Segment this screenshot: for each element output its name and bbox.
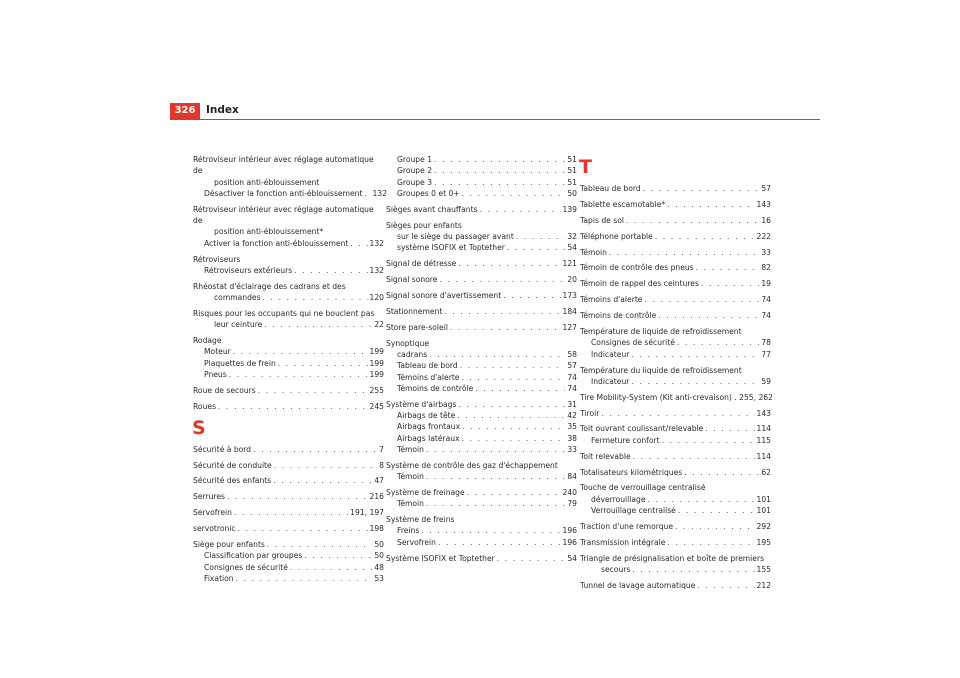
index-entry: Roues . . . 245 <box>193 401 384 412</box>
index-subentry: Plaquettes de frein . . . 199 <box>193 358 384 369</box>
index-subentry: Groupe 3 . . . 51 <box>386 177 577 188</box>
index-subentry: Classification par groupes . . . 50 <box>193 550 384 561</box>
index-entry: Store pare-soleil . . . 127 <box>386 322 577 333</box>
index-subentry: Airbags de tête . . . 42 <box>386 410 577 421</box>
index-entry: Stationnement . . . 184 <box>386 306 577 317</box>
index-subentry: Groupe 2 . . . 51 <box>386 165 577 176</box>
index-entry: Téléphone portable . . . 222 <box>580 231 771 242</box>
index-entry: Rhéostat d'éclairage des cadrans et des commandes . . . 120 <box>193 281 384 304</box>
index-entry: Tapis de sol . . . 16 <box>580 215 771 226</box>
index-subentry: Freins . . . 196 <box>386 525 577 536</box>
index-entry: Risques pour les occupants qui ne bouclent pas leur ceinture . . . 22 <box>193 308 384 331</box>
index-column-1 <box>192 154 387 589</box>
index-entry: Traction d'une remorque . . . 292 <box>580 521 771 532</box>
index-entry: Système de freinage . . . 240 <box>386 487 577 498</box>
index-subentry: Consignes de sécurité . . . 78 <box>580 337 771 348</box>
index-subentry: Servofrein . . . 196 <box>386 537 577 548</box>
index-subentry: Témoins de contrôle . . . 74 <box>386 383 577 394</box>
index-entry: Sécurité à bord . . . 7 <box>193 444 384 455</box>
index-entry: Signal de détresse . . . 121 <box>386 258 577 269</box>
index-entry: Serrures . . . 216 <box>193 491 384 502</box>
index-column-2 <box>386 154 577 569</box>
index-entry: Rétroviseur intérieur avec réglage automatique de position anti-éblouissement Désactiver la fonction anti-éblouissement . . . 132 <box>193 154 384 199</box>
index-subentry: cadrans . . . 58 <box>386 349 577 360</box>
index-entry: Témoin de rappel des ceintures . . . 19 <box>580 278 771 289</box>
index-subentry: Fixation . . . 53 <box>193 573 384 584</box>
index-subentry: Indicateur . . . 77 <box>580 349 771 360</box>
index-entry: Système de freins <box>386 515 455 525</box>
index-entry: Tire Mobility-System (Kit anti-crevaison) . 255, 262 <box>580 392 773 402</box>
index-entry: Sièges avant chauffants . . . 139 <box>386 204 577 215</box>
index-entry: Témoins d'alerte . . . 74 <box>580 294 771 305</box>
index-entry: Totalisateurs kilométriques . . . 62 <box>580 467 771 478</box>
index-entry: Rétroviseur intérieur avec réglage automatique de position anti-éblouissement* Activer la fonction anti-éblouissement . . . 132 <box>193 204 384 249</box>
index-entry: Toit ouvrant coulissant/relevable . . . 114 <box>580 423 771 434</box>
index-subentry: Témoin . . . 84 <box>386 471 577 482</box>
index-entry: Siège pour enfants . . . 50 <box>193 539 384 550</box>
index-entry: Signal sonore d'avertissement . . . 173 <box>386 290 577 301</box>
index-subentry: Témoin . . . 33 <box>386 444 577 455</box>
index-entry: Température du liquide de refroidissement <box>580 365 742 375</box>
section-letter-t: T <box>579 156 592 178</box>
index-subentry: Moteur . . . 199 <box>193 346 384 357</box>
index-subentry: Témoin . . . 79 <box>386 498 577 509</box>
index-entry: Synoptique <box>386 338 429 348</box>
index-entry: Servofrein . . . 191, 197 <box>193 507 384 518</box>
index-subentry: sur le siège du passager avant . . . 32 <box>386 231 577 242</box>
index-entry: Signal sonore . . . 20 <box>386 274 577 285</box>
index-entry: Témoins de contrôle . . . 74 <box>580 310 771 321</box>
index-entry: Témoin de contrôle des pneus . . . 82 <box>580 262 771 273</box>
index-entry: Témoin . . . 33 <box>580 247 771 258</box>
index-subentry: Groupe 1 . . . 51 <box>386 154 577 165</box>
page-number: 326 <box>170 103 200 119</box>
index-entry: Tiroir . . . 143 <box>580 408 771 419</box>
index-subentry: Témoins d'alerte . . . 74 <box>386 372 577 383</box>
section-letter-s: S <box>192 416 206 439</box>
index-subentry: Airbags latéraux . . . 38 <box>386 433 577 444</box>
index-subentry: Groupes 0 et 0+ . . . 50 <box>386 188 577 199</box>
index-entry: Rétroviseurs Rétroviseurs extérieurs . . . 132 <box>193 254 384 277</box>
index-entry: Tablette escamotable* . . . 143 <box>580 199 771 210</box>
index-subentry: système ISOFIX et Toptether . . . 54 <box>386 242 577 253</box>
index-entry: Roue de secours . . . 255 <box>193 385 384 396</box>
index-entry: servotronic . . . 198 <box>193 523 384 534</box>
index-entry: Triangle de présignalisation et boîte de premiers secours . . . 155 <box>580 553 771 576</box>
index-subentry: Fermeture confort . . . 115 <box>580 435 771 446</box>
index-subentry: Indicateur . . . 59 <box>580 376 771 387</box>
index-entry: Système de contrôle des gaz d'échappement <box>386 460 558 470</box>
index-subentry: déverrouillage . . . 101 <box>580 494 771 505</box>
index-entry: Sécurité des enfants . . . 47 <box>193 475 384 486</box>
index-entry: Sièges pour enfants <box>386 220 462 230</box>
index-subentry: Tableau de bord . . . 57 <box>386 360 577 371</box>
index-subentry: Verrouillage centralisé . . . 101 <box>580 505 771 516</box>
index-subentry: Airbags frontaux . . . 35 <box>386 421 577 432</box>
index-entry: Toit relevable . . . 114 <box>580 451 771 462</box>
index-entry: Touche de verrouillage centralisé <box>580 483 706 493</box>
index-entry: Rodage <box>193 336 222 346</box>
index-column-3 <box>580 154 771 596</box>
index-entry: Tableau de bord . . . 57 <box>580 183 771 194</box>
index-entry: Système ISOFIX et Toptether . . . 54 <box>386 553 577 564</box>
index-subentry: Pneus . . . 199 <box>193 369 384 380</box>
index-entry: Sécurité de conduite . . . 8 <box>193 460 384 471</box>
index-entry: Transmission intégrale . . . 195 <box>580 537 771 548</box>
index-entry: Température de liquide de refroidissement <box>580 327 742 337</box>
index-entry: Tunnel de lavage automatique . . . 212 <box>580 580 771 591</box>
index-entry: Système d'airbags . . . 31 <box>386 399 577 410</box>
index-subentry: Consignes de sécurité . . . 48 <box>193 562 384 573</box>
header-rule <box>170 119 820 120</box>
page-title: Index <box>206 104 239 116</box>
